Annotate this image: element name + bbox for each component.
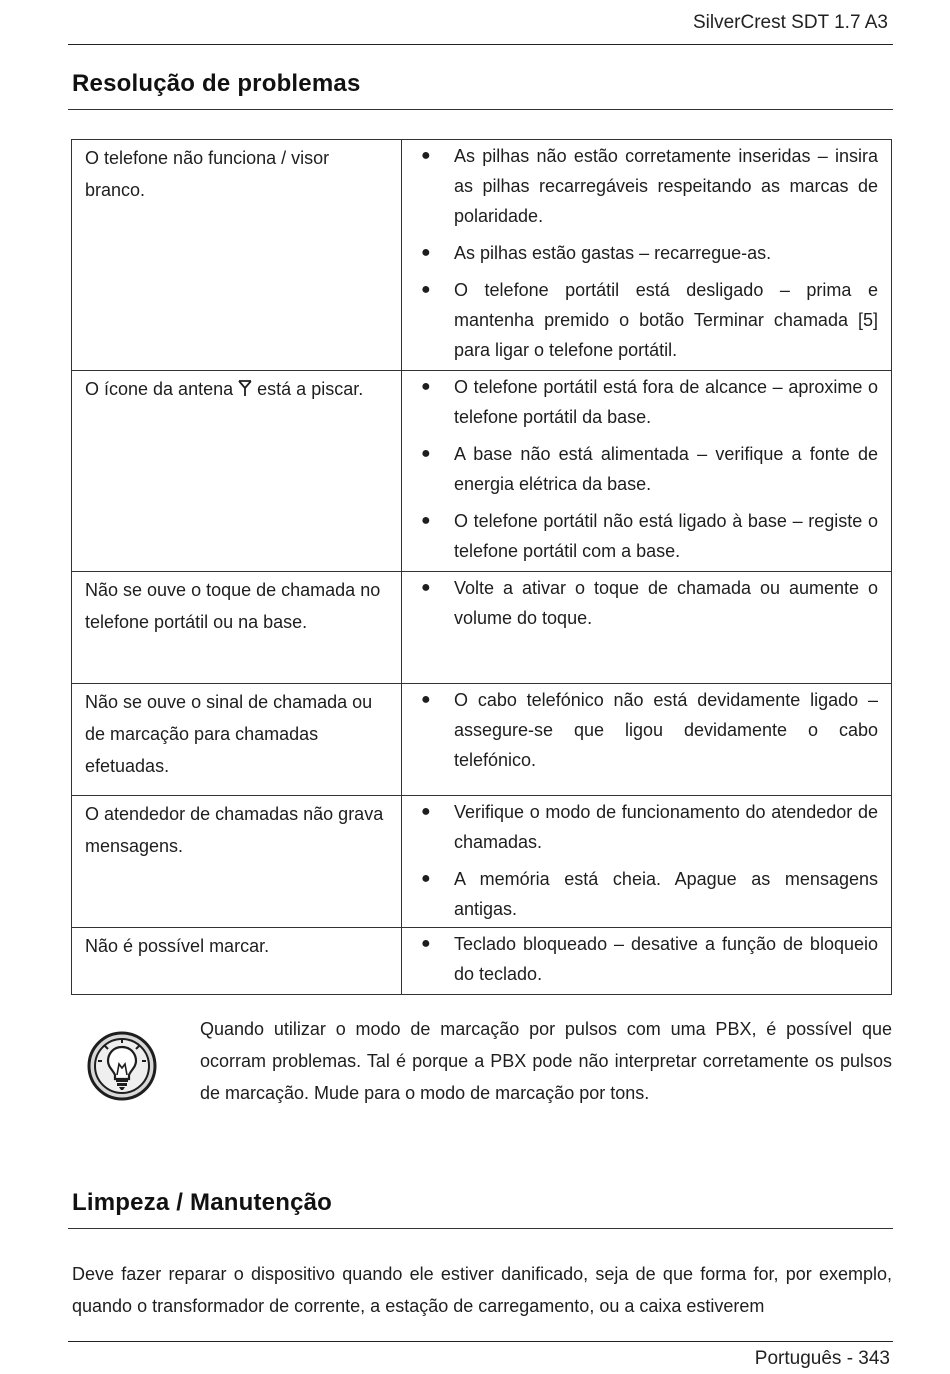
solutions-cell <box>402 684 892 796</box>
problem-cell: Não é possível marcar. <box>72 928 402 995</box>
bullet-icon: ● <box>421 870 431 887</box>
bullet-icon: ● <box>421 512 431 529</box>
solution-text: O telefone portátil está desligado – prima e mantenha premido o botão Terminar chamada [5] para ligar o telefone portátil. <box>454 280 878 360</box>
list-item <box>416 685 878 775</box>
bullet-icon: ● <box>421 147 431 164</box>
list-item <box>416 238 878 268</box>
page-footer: Português - 343 <box>754 1348 890 1369</box>
list-item <box>416 573 878 633</box>
solutions-list <box>416 372 878 566</box>
list-item <box>416 141 878 231</box>
table-row <box>72 572 892 684</box>
solution-text: Teclado bloqueado – desative a função de bloqueio do teclado. <box>454 934 878 984</box>
bullet-icon: ● <box>421 445 431 462</box>
solution-text: A base não está alimentada – verifique a fonte de energia elétrica da base. <box>454 444 878 494</box>
solutions-cell <box>402 371 892 572</box>
header-rule <box>68 44 893 45</box>
section-title-cleaning: Limpeza / Manutenção <box>72 1189 333 1216</box>
solutions-list <box>416 797 878 924</box>
solution-text: As pilhas estão gastas – recarregue-as. <box>454 243 772 263</box>
solution-text: As pilhas não estão corretamente inseridas – insira as pilhas recarregáveis respeitando as marcas de polaridade. <box>454 146 878 226</box>
list-item <box>416 275 878 365</box>
section-rule <box>68 109 893 110</box>
solution-text: O cabo telefónico não está devidamente ligado – assegure-se que ligou devidamente o cabo telefónico. <box>454 690 878 770</box>
list-item <box>416 506 878 566</box>
section-rule <box>68 1228 893 1229</box>
problem-text-before-icon: O ícone da antena <box>85 379 234 399</box>
list-item <box>416 929 878 989</box>
lightbulb-icon <box>86 1030 158 1102</box>
bullet-icon: ● <box>421 378 431 395</box>
problem-cell: Não se ouve o toque de chamada no telefone portátil ou na base. <box>72 572 402 684</box>
solution-text: Verifique o modo de funcionamento do atendedor de chamadas. <box>454 802 878 852</box>
solution-text: O telefone portátil está fora de alcance – aproxime o telefone portátil da base. <box>454 377 878 427</box>
table-row <box>72 928 892 995</box>
list-item <box>416 797 878 857</box>
footer-rule <box>68 1341 893 1342</box>
solutions-cell <box>402 796 892 928</box>
bullet-icon: ● <box>421 579 431 596</box>
table-row <box>72 684 892 796</box>
cleaning-paragraph: Deve fazer reparar o dispositivo quando ele estiver danificado, seja de que forma for, por exemplo, quando o transformador de corrente, a estação de carregamento, ou a caixa estiverem <box>72 1264 892 1316</box>
problem-cell: O telefone não funciona / visor branco. <box>72 140 402 371</box>
solutions-cell <box>402 928 892 995</box>
problem-cell <box>72 371 402 572</box>
note-text: Quando utilizar o modo de marcação por pulsos com uma PBX, é possível que ocorram problemas. Tal é porque a PBX pode não interpretar corretamente os pulsos de marcação. Mude para o modo de marcação por tons. <box>200 1019 892 1103</box>
solutions-cell <box>402 572 892 684</box>
bullet-icon: ● <box>421 244 431 261</box>
solutions-cell <box>402 140 892 371</box>
table-row <box>72 796 892 928</box>
bullet-icon: ● <box>421 803 431 820</box>
solution-text: O telefone portátil não está ligado à base – registe o telefone portátil com a base. <box>454 511 878 561</box>
solutions-list <box>416 141 878 365</box>
section-title-troubleshooting: Resolução de problemas <box>72 70 361 97</box>
solutions-list <box>416 573 878 633</box>
bullet-icon: ● <box>421 281 431 298</box>
problem-cell: Não se ouve o sinal de chamada ou de marcação para chamadas efetuadas. <box>72 684 402 796</box>
problem-cell: O atendedor de chamadas não grava mensagens. <box>72 796 402 928</box>
solutions-list <box>416 685 878 775</box>
solution-text: A memória está cheia. Apague as mensagens antigas. <box>454 869 878 919</box>
solutions-list <box>416 929 878 989</box>
header-title: SilverCrest SDT 1.7 A3 <box>692 12 888 33</box>
solution-text: Volte a ativar o toque de chamada ou aumente o volume do toque. <box>454 578 878 628</box>
bullet-icon: ● <box>421 935 431 952</box>
table-row <box>72 140 892 371</box>
list-item <box>416 864 878 924</box>
list-item <box>416 372 878 432</box>
bullet-icon: ● <box>421 691 431 708</box>
troubleshooting-table <box>71 139 892 995</box>
table-row <box>72 371 892 572</box>
list-item <box>416 439 878 499</box>
problem-text-after-icon: está a piscar. <box>257 379 364 399</box>
antenna-icon <box>238 379 252 397</box>
